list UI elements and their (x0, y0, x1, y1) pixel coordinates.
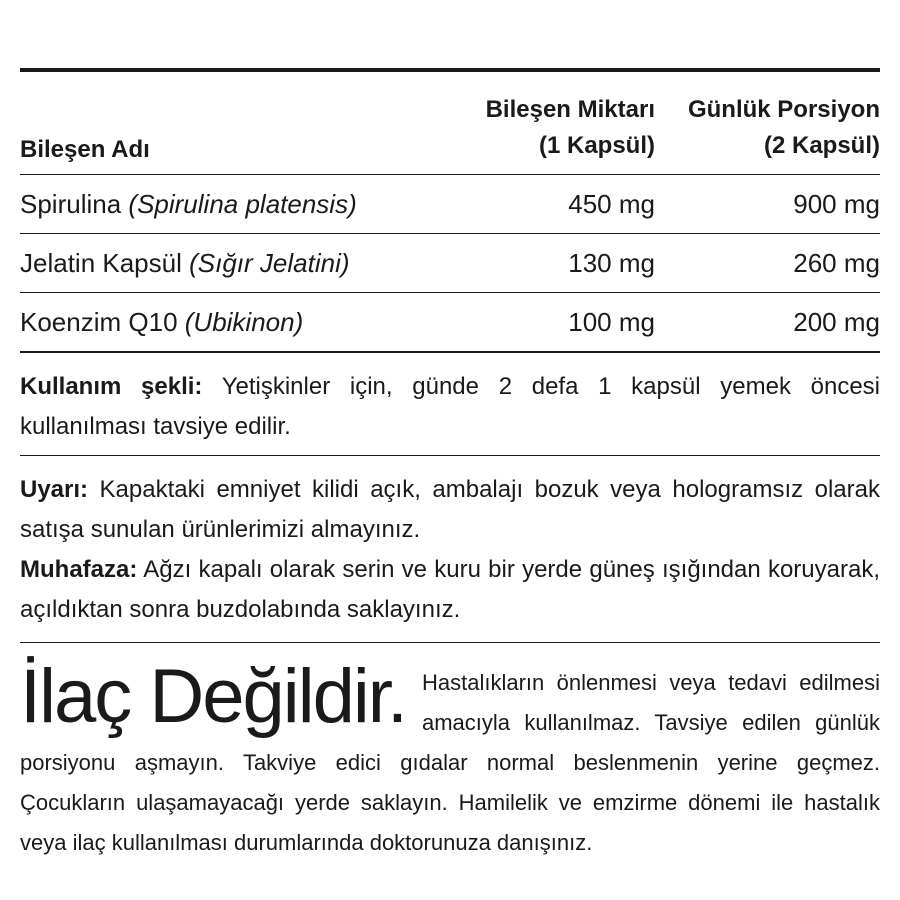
header-amount-line1: Bileşen Miktarı (485, 96, 655, 123)
not-medicine-text: Hastalıkların önlenmesi veya tedavi edilmesi amacıyla kullanılmaz. Tavsiye edilen günlük porsiyonu aşmayın. Takviye edici gıdalar normal beslenmenin yerine geçmez. Çocukların ulaşamayacağı yerde saklayın. Hamilelik ve emzirme dönemi ile hastalık veya ilaç kullanılması durumlarında doktorunuza danışınız. (20, 670, 880, 855)
storage-divider (20, 642, 880, 643)
ingredient-cell (20, 248, 395, 279)
ingredient-name: Koenzim Q10 (20, 306, 178, 337)
amount-cell: 450 mg (568, 188, 655, 219)
usage-text: Yetişkinler için, günde 2 defa 1 kapsül yemek öncesi kullanılması tavsiye edilir. (20, 373, 881, 440)
header-daily-line1: Günlük Porsiyon (687, 96, 880, 123)
ingredient-name: Jelatin Kapsül (20, 247, 182, 278)
not-medicine-title: İlaç Değildir. (20, 654, 406, 739)
storage-label: Muhafaza: (20, 556, 138, 583)
table-row (20, 234, 880, 292)
supplement-label (20, 68, 880, 863)
usage-paragraph (20, 353, 880, 455)
ingredient-cell (20, 189, 395, 220)
amount-cell: 130 mg (568, 247, 655, 278)
ingredient-latin: (Spirulina platensis) (128, 188, 357, 219)
usage-label: Kullanım şekli: (20, 373, 203, 400)
table-row (20, 175, 880, 233)
warning-paragraph (20, 456, 880, 550)
table-row (20, 293, 880, 351)
header-amount (395, 92, 655, 164)
ingredient-latin: (Ubikinon) (184, 306, 304, 337)
storage-paragraph (20, 550, 880, 642)
daily-cell: 260 mg (793, 247, 880, 278)
warning-label: Uyarı: (20, 476, 89, 503)
daily-cell: 200 mg (793, 306, 880, 337)
amount-cell: 100 mg (568, 306, 655, 337)
daily-cell: 900 mg (793, 188, 880, 219)
not-medicine-block (20, 654, 880, 863)
ingredient-latin: (Sığır Jelatini) (189, 247, 350, 278)
header-ingredient-name: Bileşen Adı (20, 136, 150, 163)
storage-text: Ağzı kapalı olarak serin ve kuru bir yerde güneş ışığından koruyarak, açıldıktan sonra buzdolabında saklayınız. (20, 556, 880, 623)
header-daily (655, 92, 880, 164)
ingredient-name: Spirulina (20, 188, 122, 219)
ingredient-cell (20, 307, 395, 338)
table-header (20, 72, 880, 174)
header-amount-line2: (1 Kapsül) (538, 132, 655, 159)
warning-text: Kapaktaki emniyet kilidi açık, ambalajı bozuk veya hologramsız olarak satışa sunulan ürünlerimizi almayınız. (20, 476, 880, 543)
header-daily-line2: (2 Kapsül) (763, 132, 880, 159)
